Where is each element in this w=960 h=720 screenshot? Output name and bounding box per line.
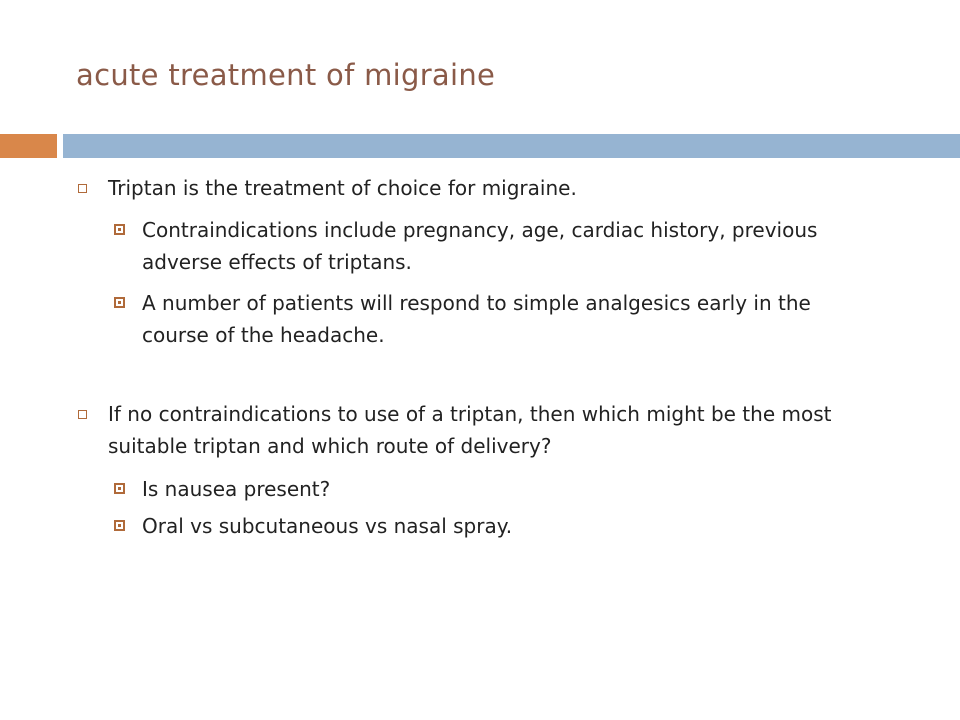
filled-square-bullet-icon [114,520,125,531]
square-bullet-icon [78,184,87,193]
sub-bullet-text: Is nausea present? [142,477,331,501]
bullet-text: If no contraindications to use of a triptan, then which might be the most suitable triptan and which route of delivery? [108,402,832,458]
sub-bullet-text: Contraindications include pregnancy, age, cardiac history, previous adverse effects of triptans. [142,218,818,274]
filled-square-bullet-icon [114,224,125,235]
filled-square-bullet-icon [114,483,125,494]
slide-title: acute treatment of migraine [76,58,496,92]
square-bullet-icon [78,410,87,419]
sub-bullet-text: A number of patients will respond to simple analgesics early in the course of the headache. [142,291,811,347]
bullet-text: Triptan is the treatment of choice for migraine. [108,176,577,200]
filled-square-bullet-icon [114,297,125,308]
sub-bullet-text: Oral vs subcutaneous vs nasal spray. [142,514,513,538]
